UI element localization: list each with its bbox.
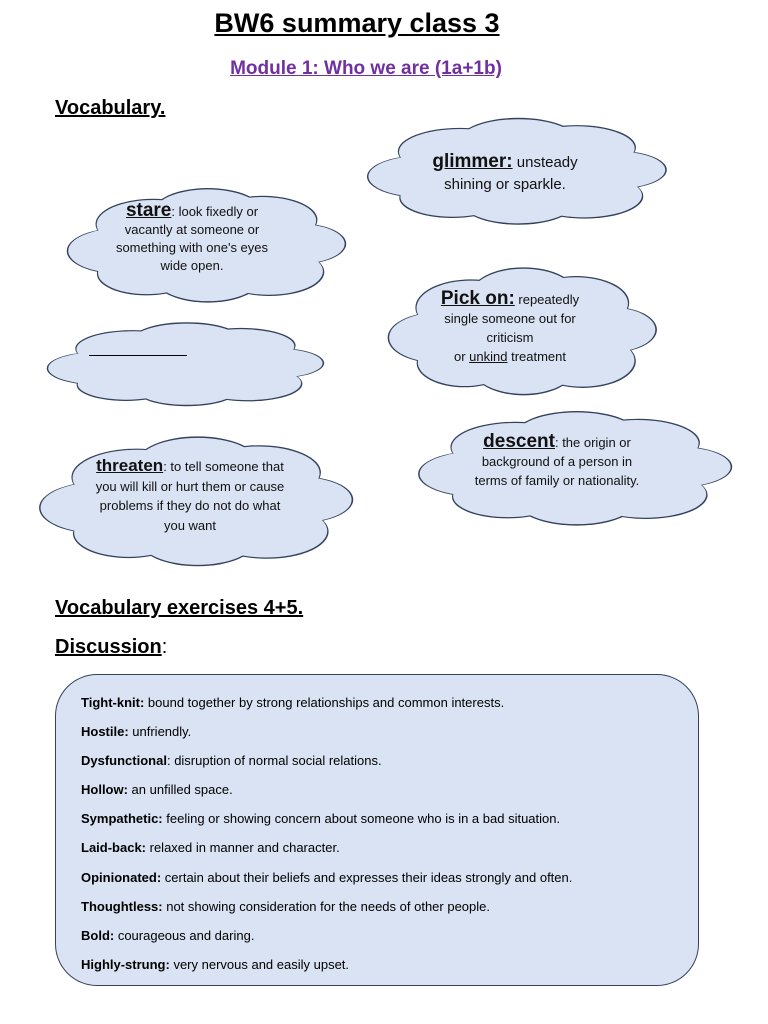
discussion-item — [81, 692, 681, 721]
discussion-item — [81, 779, 681, 808]
discussion-item — [81, 954, 681, 983]
discussion-term: Thoughtless: — [81, 898, 163, 914]
discussion-definition: bound together by strong relationships and common interests. — [144, 695, 505, 710]
stare-definition — [97, 202, 287, 275]
glimmer-text-1: unsteady — [512, 154, 578, 171]
discussion-heading — [55, 636, 167, 659]
pickon-text-4a: or — [453, 349, 470, 364]
threaten-text-2: you will kill or hurt them or cause — [95, 478, 285, 494]
discussion-term: Highly-strung: — [81, 956, 170, 972]
discussion-definition: relaxed in manner and character. — [146, 840, 340, 856]
discussion-definition: feeling or showing concern about someone who is in a bad situation. — [162, 811, 561, 827]
descent-term: descent — [483, 431, 555, 452]
discussion-box — [55, 674, 699, 986]
discussion-term-list — [81, 692, 681, 983]
pickon-text-4c: treatment — [507, 349, 566, 364]
pickon-text-4b: unkind — [469, 349, 508, 364]
discussion-term: Laid-back: — [81, 840, 147, 856]
discussion-item — [81, 837, 681, 866]
module-subtitle[interactable]: Module 1: Who we are (1a+1b) — [230, 58, 502, 79]
discussion-term: Hollow: — [81, 782, 128, 798]
exercises-heading-text: Vocabulary exercises 4+5. — [55, 597, 304, 619]
discussion-term: Opinionated: — [81, 869, 162, 885]
discussion-definition: not showing consideration for the needs of other people. — [162, 898, 490, 914]
discussion-definition: unfriendly. — [128, 724, 192, 740]
blank-fill-line — [89, 355, 187, 356]
threaten-text-1: : to tell someone that — [163, 459, 284, 474]
discussion-item — [81, 808, 681, 837]
pickon-term: Pick on: — [440, 288, 515, 309]
descent-text-1: : the origin or — [554, 435, 631, 450]
stare-term: stare — [125, 200, 172, 221]
glimmer-term: glimmer: — [432, 151, 513, 172]
discussion-definition: very nervous and easily upset. — [169, 956, 350, 972]
discussion-term: Dysfunctional — [81, 753, 167, 769]
stare-text-1: : look fixedly or — [171, 204, 259, 219]
discussion-item — [81, 867, 681, 896]
discussion-heading-text: Discussion — [55, 636, 162, 658]
stare-text-4: wide open. — [160, 258, 224, 273]
discussion-item — [81, 721, 681, 750]
discussion-term: Hostile: — [81, 724, 129, 740]
discussion-item — [81, 896, 681, 925]
glimmer-text-2: shining or sparkle. — [444, 176, 566, 193]
stare-text-2: vacantly at someone or — [124, 222, 260, 237]
pickon-text-3: criticism — [486, 330, 534, 345]
descent-definition — [450, 432, 664, 490]
descent-text-3: terms of family or nationality. — [474, 473, 640, 488]
discussion-term: Bold: — [81, 927, 115, 943]
discussion-term: Tight-knit: — [81, 695, 145, 710]
discussion-definition: certain about their beliefs and expresses their ideas strongly and often. — [161, 869, 573, 885]
pickon-text-2: single someone out for — [444, 311, 576, 326]
pickon-definition — [410, 289, 610, 366]
discussion-term: Sympathetic: — [81, 811, 163, 827]
vocabulary-heading-text: Vocabulary. — [55, 97, 166, 119]
exercises-heading — [55, 597, 303, 620]
discussion-definition: : disruption of normal social relations. — [166, 753, 382, 769]
discussion-item — [81, 750, 681, 779]
threaten-text-4: you want — [163, 517, 217, 533]
discussion-definition: courageous and daring. — [114, 927, 255, 943]
discussion-item — [81, 925, 681, 954]
discussion-definition: an unfilled space. — [127, 782, 233, 798]
pickon-text-1: repeatedly — [514, 292, 580, 307]
threaten-term: threaten — [96, 456, 164, 475]
glimmer-definition — [395, 152, 615, 198]
page-title: BW6 summary class 3 — [214, 8, 500, 38]
stare-text-3: something with one's eyes — [115, 240, 269, 255]
cloud-blank — [48, 324, 322, 405]
threaten-definition — [70, 456, 310, 535]
descent-text-2: background of a person in — [481, 454, 633, 469]
discussion-heading-colon: : — [161, 636, 168, 658]
threaten-text-3: problems if they do not do what — [99, 498, 281, 513]
